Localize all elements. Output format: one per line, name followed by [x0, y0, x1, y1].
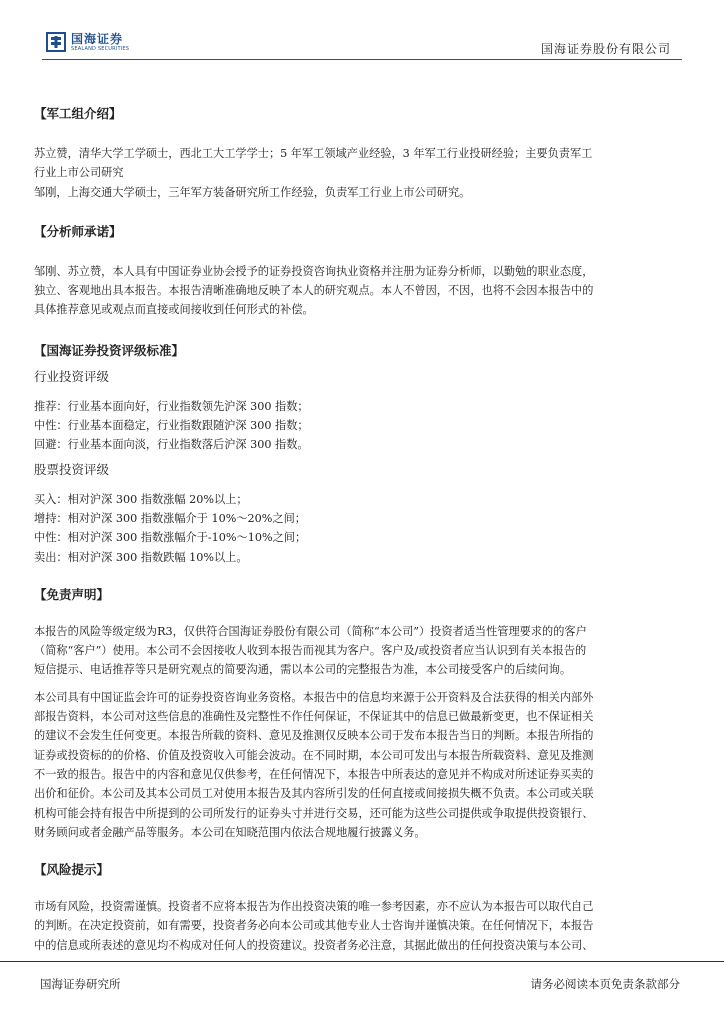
pledge-line: 具体推荐意见或观点而直接或间接收到任何形式的补偿。 [34, 303, 314, 317]
pledge-paragraph [34, 262, 674, 320]
team-paragraph [34, 144, 674, 202]
section-disclaimer [34, 585, 674, 842]
company-name: 国海证券股份有限公司 [540, 42, 671, 56]
disclaimer-line: 本报告的风险等级定级为R3，仅供符合国海证券股份有限公司（简称“本公司”）投资者适当性管理要求的的客户 [34, 624, 587, 638]
section-title-rating: 【国海证券投资评级标准】 [34, 342, 185, 358]
page-header [0, 0, 724, 62]
section-title-team: 【军工组介绍】 [34, 106, 122, 121]
disclaimer-line: 的建议不会发生任何变更。本报告所载的资料、意见及推测仅反映本公司于发布本报告当日的判断。本报告所指的 [34, 729, 594, 743]
footer-disclaimer-note: 请务必阅读本页免责条款部分 [530, 977, 680, 991]
risk-line: 市场有风险，投资需谨慎。投资者不应将本报告为作出投资决策的唯一参考因素，亦不应认为本报告可以取代自己 [34, 900, 594, 914]
team-line: 邹刚，上海交通大学硕士，三年军方装备研究所工作经验，负责军工行业上市公司研究。 [34, 185, 471, 199]
disclaimer-line: 出价和征价。本公司及其本公司员工对使用本报告及其内容所引发的任何直接或间接损失概不负责。本公司或关联 [34, 787, 594, 801]
disclaimer-line: （简称“客户”）使用。本公司不会因接收人收到本报告而视其为客户。客户及/或投资者应当认识到有关本报告的 [34, 644, 587, 658]
section-risk [34, 860, 674, 955]
stock-rating-item: 增持：相对沪深 300 指数涨幅介于 10%～20%之间； [34, 511, 306, 525]
disclaimer-line: 本公司具有中国证监会许可的证券投资咨询业务资格。本报告中的信息均来源于公开资料及合法获得的相关内部外 [34, 690, 594, 704]
logo-chinese-name: 国海证券 [71, 31, 124, 46]
disclaimer-paragraph-2 [34, 688, 674, 842]
company-logo [46, 32, 129, 52]
report-body [34, 104, 674, 955]
disclaimer-line: 不一致的报告。报告中的内容和意见仅供参考，在任何情况下，本报告中所表达的意见并不构成对所述证券买卖的 [34, 767, 594, 781]
section-rating [34, 341, 674, 567]
header-divider [42, 59, 682, 60]
risk-line: 中的信息或所表述的意见均不构成对任何人的投资建议。投资者务必注意，其据此做出的任何投资决策与本公司、 [34, 938, 594, 952]
disclaimer-line: 财务顾问或者金融产品等服务。本公司在知晓范围内依法合规地履行披露义务。 [34, 825, 426, 839]
risk-paragraph [34, 897, 674, 955]
section-title-risk: 【风险提示】 [34, 862, 110, 878]
disclaimer-line: 机构可能会持有报告中所提到的公司所发行的证券头寸并进行交易，还可能为这些公司提供或争取提供投资银行、 [34, 806, 594, 820]
industry-rating-title: 行业投资评级 [34, 368, 110, 384]
footer-divider [0, 961, 724, 962]
industry-rating-item: 推荐：行业基本面向好，行业指数领先沪深 300 指数； [34, 399, 309, 413]
industry-rating-item: 回避：行业基本面向淡，行业指数落后沪深 300 指数。 [34, 438, 309, 452]
stock-rating-title: 股票投资评级 [34, 461, 110, 477]
section-title-disclaimer: 【免责声明】 [34, 586, 110, 602]
team-line: 苏立赞，清华大学工学硕士，西北工大工学学士；5 年军工领域产业经验，3 年军工行业投研经验；主要负责军工 [34, 147, 593, 160]
disclaimer-line: 证券或投资标的的价格、价值及投资收入可能会波动。在不同时期，本公司可发出与本报告所载资料、意见及推测 [34, 748, 594, 762]
pledge-line: 邹刚、苏立赞，本人具有中国证券业协会授予的证券投资咨询执业资格并注册为证券分析师，以勤勉的职业态度， [34, 264, 594, 278]
risk-line: 的判断。在决定投资前，如有需要，投资者务必向本公司或其他专业人士咨询并谨慎决策。在任何情况下，本报告 [34, 919, 594, 933]
sealand-logo-icon [46, 32, 66, 52]
stock-rating-item: 卖出：相对沪深 300 指数跌幅 10%以上。 [34, 550, 248, 564]
industry-rating-item: 中性：行业基本面稳定，行业指数跟随沪深 300 指数； [34, 419, 309, 433]
stock-rating-item: 中性：相对沪深 300 指数涨幅介于-10%～10%之间； [34, 531, 307, 545]
team-line: 行业上市公司研究 [34, 166, 124, 180]
pledge-line: 独立、客观地出具本报告。本报告清晰准确地反映了本人的研究观点。本人不曾因，不因，也将不会因本报告中的 [34, 284, 594, 298]
footer-institute: 国海证券研究所 [40, 977, 121, 991]
section-pledge [34, 222, 674, 320]
section-title-pledge: 【分析师承诺】 [34, 223, 122, 239]
logo-english-name: SEALAND SECURITIES [71, 45, 130, 52]
section-team [34, 104, 674, 202]
disclaimer-line: 部报告资料，本公司对这些信息的准确性及完整性不作任何保证，不保证其中的信息已做最新变更，也不保证相关 [34, 710, 594, 724]
stock-rating-item: 买入：相对沪深 300 指数涨幅 20%以上； [34, 492, 248, 506]
disclaimer-line: 短信提示、电话推荐等只是研究观点的简要沟通，需以本公司的完整报告为准，本公司接受客户的后续问询。 [34, 663, 572, 677]
disclaimer-paragraph-1 [34, 622, 674, 680]
